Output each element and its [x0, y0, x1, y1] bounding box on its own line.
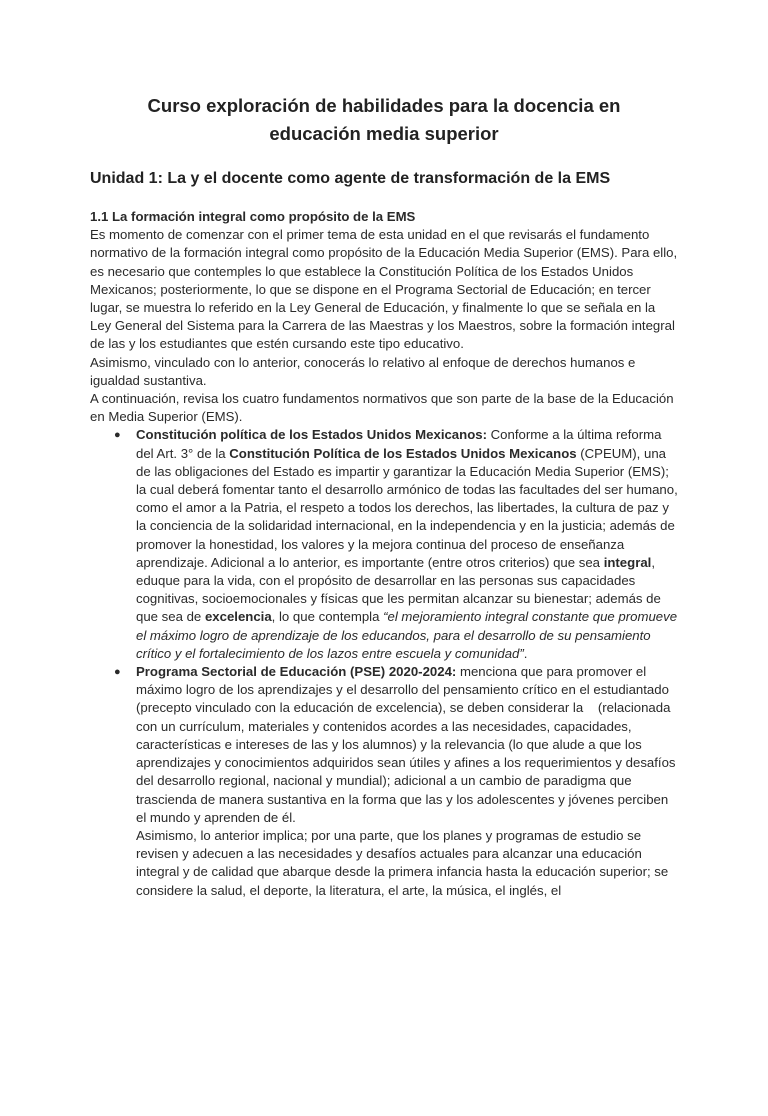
item-lead: Constitución política de los Estados Unidos Mexicanos:: [136, 427, 487, 443]
item-text: (CPEUM), una de las obligaciones del Estado es impartir y garantizar la Educación Media Superior (EMS); la cual deberá fomentar tanto el desarrollo armónico de todas las facultades del ser humano, como el amor a la Patria, el respeto a todos los derechos, las libertades, la cultura de paz y la conciencia de la solidaridad internacional, en la independencia y en la justicia; además de promover la honestidad, los valores y la mejora continua del proceso de enseñanza aprendizaje. Adicional a lo anterior, es importante (entre otros criterios) que sea: [136, 445, 678, 570]
item-text: menciona que para promover el máximo logro de los aprendizajes y el desarrollo del pensamiento crítico en el estudiantado (precepto vinculado con la educación de excelencia), se deben considerar la (relacionada con un currículum, materiales y contenidos acordes a las necesidades, capacidades, características e intereses de las y los alumnos) y la relevancia (lo que alude a que los aprendizajes y conocimientos adquiridos sean útiles y afines a los requerimientos y desafíos del desarrollo regional, nacional y mundial); adicional a un cambio de paradigma que trascienda de manera sustantiva en la forma que las y los adolescentes y jóvenes perciben el mundo y aprenden de él.: [136, 664, 680, 825]
unit-heading: Unidad 1: La y el docente como agente de transformación de la EMS: [90, 170, 611, 187]
list-item-cpeum: [114, 426, 678, 663]
item-bold-integral: integral: [603, 554, 652, 570]
item-bold-excelencia: excelencia: [204, 609, 272, 625]
list-item-pse: [114, 663, 680, 900]
item-text: .: [523, 645, 528, 661]
bullet-icon: ●: [114, 429, 121, 442]
item-text: , eduque para la vida, con el propósito de desarrollar en las personas sus capacidades cognitivas, socioemocionales y físicas que les permitan alcanzar su bienestar; además de que sea de: [136, 554, 661, 625]
fundamentos-list: [90, 426, 678, 899]
section-heading: 1.1 La formación integral como propósito de la EMS: [90, 209, 416, 224]
section-1-1: [90, 208, 678, 900]
intro-paragraph: Es momento de comenzar con el primer tema de esta unidad en el que revisarás el fundamento normativo de la formación integral como propósito de la Educación Media Superior (EMS). Para ello, es necesario que contemples lo que establece la Constitución Política de los Estados Unidos Mexicanos; posteriormente, lo que se dispone en el Programa Sectorial de Educación; en tercer lugar, se muestra lo referido en la Ley General de Educación, y finalmente lo que se señala en la Ley General del Sistema para la Carrera de las Maestras y los Maestros, sobre la formación integral de las y los estudiantes que estén cursando este tipo educativo.: [90, 227, 678, 352]
item-bold-cpeum: Constitución Política de los Estados Unidos Mexicanos: [229, 445, 577, 461]
item-continuation: Asimismo, lo anterior implica; por una parte, que los planes y programas de estudio se revisen y adecuen a las necesidades y desafíos actuales para alcanzar una educación integral y de calidad que abarque desde la primera infancia hasta la educación superior; se considere la salud, el deporte, la literatura, el arte, la música, el inglés, el: [136, 827, 669, 898]
bullet-icon: ●: [114, 666, 121, 679]
item-lead: Programa Sectorial de Educación (PSE) 2020-2024:: [136, 664, 457, 680]
title-line-1: Curso exploración de habilidades para la docencia en: [147, 95, 621, 116]
item-text: Conforme a la última reforma del Art. 3° de la: [136, 427, 662, 461]
human-rights-paragraph: Asimismo, vinculado con lo anterior, conocerás lo relativo al enfoque de derechos humanos e igualdad sustantiva.: [90, 354, 636, 388]
document-page: [0, 92, 768, 1116]
item-quote: “el mejoramiento integral constante que promueve el máximo logro de aprendizaje de los educandos, para el desarrollo de su pensamiento crítico y el fortalecimiento de los lazos entre escuela y comunidad”: [136, 609, 678, 661]
fundamentos-paragraph: A continuación, revisa los cuatro fundamentos normativos que son parte de la base de la Educación en Media Superior (EMS).: [90, 391, 674, 425]
title-line-2: educación media superior: [269, 123, 499, 144]
item-text: , lo que contempla: [271, 609, 384, 625]
document-title: [90, 92, 678, 148]
